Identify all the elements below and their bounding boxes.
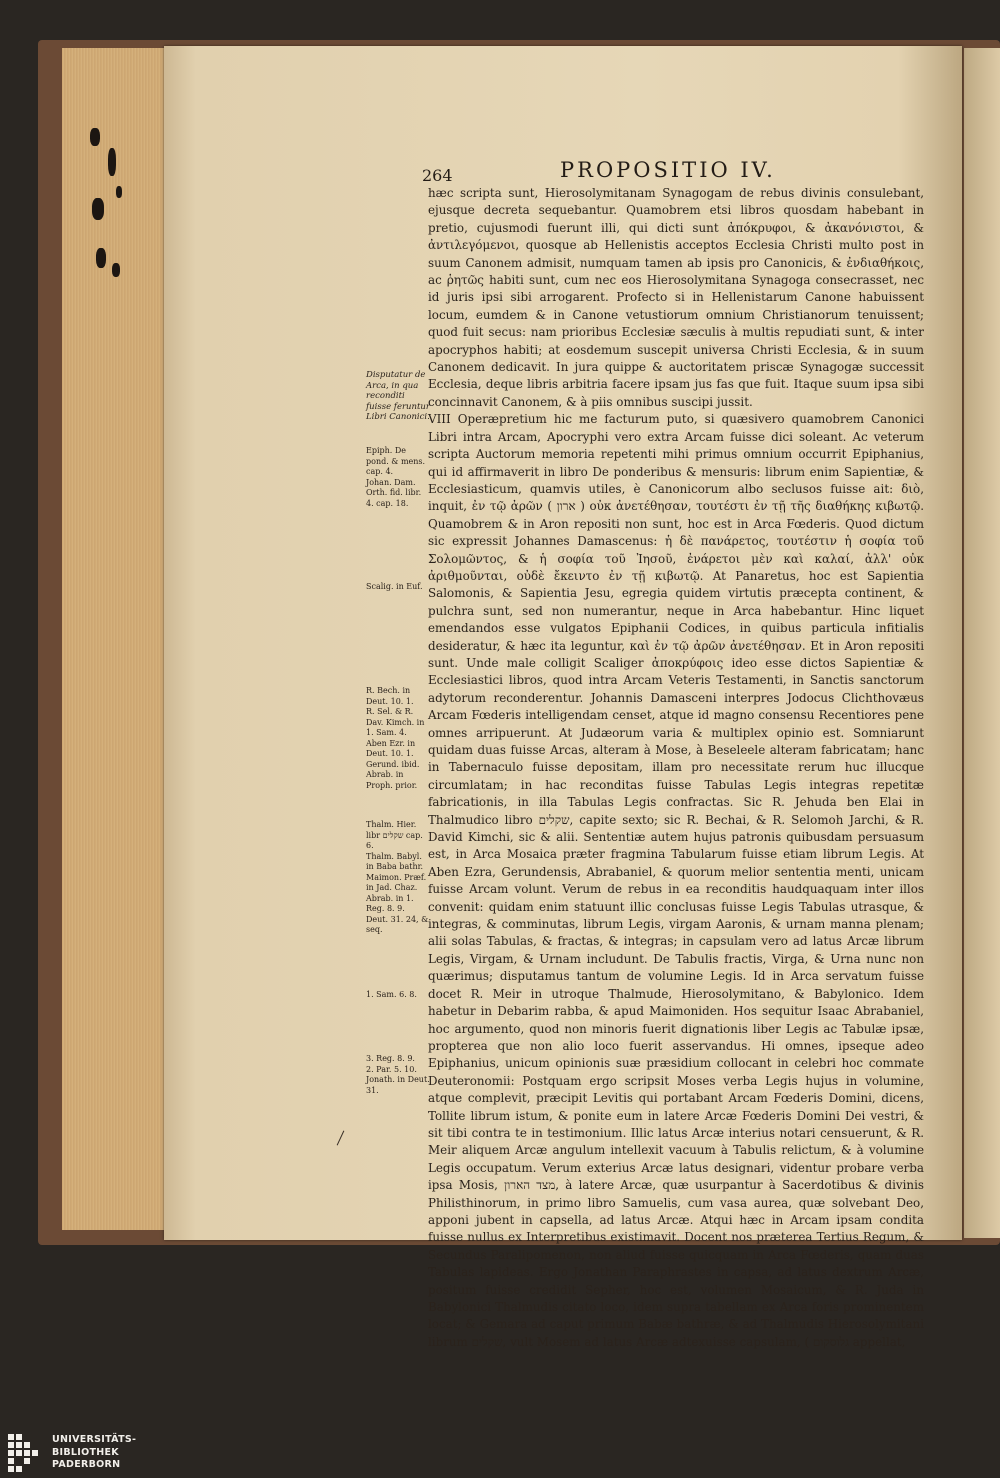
margin-note: Disputatur de Arca, in qua reconditi fuisse feruntur Libri Canonici. xyxy=(366,370,430,422)
margin-note: Scalig. in Euf. xyxy=(366,582,423,591)
body-paragraph-2: VIII Operæpretium hic me facturum puto, si quæsivero quamobrem Canonici Libri intra Arcam, Apocryphi vero extra Arcam fuisse dici soleant. Ac veterum scripta Auctorum memoria repetenti mihi primus omnium occurrit Epiphanius, qui id affirmaverit in libro De ponderibus & mensuris: librum enim Sapientiæ, & Ecclesiasticum, quamvis utiles, è Canonicorum albo seclusos fuisse ait: διὸ, inquit, ἐν τῷ ἀρῶν ( ארון ) οὐκ ἀνετέθησαν, τουτέστι ἐν τῇ τῆς διαθήκης κιβωτῷ. Quamobrem & in Aron repositi non sunt, hoc est in Arca Fœderis. Quod dictum sic expressit Johannes Damascenus: ἡ δὲ πανάρετος, τουτέστιν ἡ σοφία τοῦ Σολομῶντος, & ἡ σοφία τοῦ Ἰησοῦ, ἐνάρετοι μὲν καὶ καλαί, ἀλλ' οὐκ ἀριθμοῦνται, οὐδὲ ἔκειντο ἐν τῇ κιβωτῷ. At Panaretus, hoc est Sapientia Salomonis, & Sapientia Jesu, egregia quidem virtutis præcepta continent, & pulchra sunt, sed non numerantur, neque in Arca habebantur. Hinc liquet emendandos esse vulgatos Epiphanii Codices, in quibus particula infitialis desideratur, & hæc ita leguntur, καὶ ἐν τῷ ἀρῶν ἀνετέθησαν. Et in Aron repositi sunt. Unde male colligit Scaliger ἀποκρύφοις ideo esse dictos Sapientiæ & Ecclesiastici libros, quod intra Arcam Veteris Testamenti, in Sanctis sanctorum adytorum reconderentur. Johannis Damasceni interpres Jodocus Clichthovæus Arcam Fœderis intelligendam censet, atque id magno consensu Recentiores pene omnes arripuerunt. At Judæorum varia & multiplex opinio est. Somniarunt quidam duas fuisse Arcas, alteram à Mose, à Beseleele alteram fabricatam; hanc in Tabernaculo fuisse depositam, illam pro necessitate rerum huc illucque circumlatam; in hac reconditas fuisse Tabulas Legis integras repetitæ fabricationis, in illa Tabulas Legis confractas. Sic R. Jehuda ben Elai in Thalmudico libro שקלים, capite sexto; sic R. Bechai, & R. Selomoh Jarchi, & R. David Kimchi, sic & alii. Sententiæ autem hujus patronis quibusdam persuasum est, in Arca Mosaica præter fragmina Tabularum fuisse etiam librum Legis. At Aben Ezra, Gerundensis, Abrabaniel, & quorum melior sententia menti, unicam fuisse Arcam volunt. Verum de rebus in ea reconditis haudquaquam inter illos convenit: quidam enim statuunt illic conclusas fuisse Legis Tabulas utrasque, & integras, & comminutas, librum Legis, virgam Aaronis, & urnam manna plenam; alii solas Tabulas, & fractas, & integras; in capsulam vero ad latus Arcæ librum Legis, Virgam, & Urnam includunt. De Tabulis fractis, Virga, & Urna nunc non quærimus; disputamus tantum de volumine Legis. Id in Arca servatum fuisse docet R. Meir in utroque Thalmude, Hierosolymitano, & Babylonico. Idem habetur in Debarim rabba, & apud Maimoniden. Hos sequitur Isaac Abrabaniel, hoc argumento, quod non minoris fuerit dignationis liber Legis ac Tabulæ ipsæ, propterea que non alio loco fuerit asservandus. Hi omnes, ipseque adeo Epiphanius, unicum opinionis suæ præsidium collocant in celebri hoc commate Deuteronomii: Postquam ergo scripsit Moses verba Legis hujus in volumine, atque complevit, præcipit Levitis qui portabant Arcam Fœderis Domini, dicens, Tollite librum istum, & ponite eum in latere Arcæ Fœderis Domini Dei vestri, & sit tibi contra te in testimonium. Illic latus Arcæ interius notari censuerunt, & R. Meir aliquem Arcæ angulum intellexit vacuum à Tabulis relictum, & à volumine Legis occupatum. Verum exterius Arcæ latus designari, videntur probare verba ipsa Mosis, מצד הארון, à latere Arcæ, quæ usurpantur à Sacerdotibus & divinis Philisthinorum, in primo libro Samuelis, cum vasa aurea, quæ solvebant Deo, apponi jubent in capsella, ad latus Arcæ. Atqui hæc in Arcam ipsam condita fuisse nullus ex Interpretibus existimavit. Docent nos præterea Tertius Regum, & Secundus Paralipomenon, non aliud fuisse quicquam in Arca Fœderis, quam duas Tabulas lapideas. Ergo Jonathan Paraphrastes in capsa, ad latus dextrum Arcæ, positum fuisse credidit Sepher, hoc est, volumen Mosaicum, & R. Juda in Babylonici Thalmudis citato loco, idem supra tabellam ex Arca foris prominentem locat; & Gemara ad caput primum Babæ bathræ, & ad Thalmudis Hierosolymitani librum שקלים, vult Mosem ad latus Arcæ adtexuisse capsulam, ( גלוסקום appellat, xyxy=(428,412,924,1349)
edge-stain xyxy=(90,128,100,146)
library-logo-text xyxy=(52,1434,136,1472)
logo-line-1: UNIVERSITÄTS- xyxy=(52,1434,137,1445)
body-paragraph-1: hæc scripta sunt, Hierosolymitanam Synagogam de rebus divinis consulebant, ejusque decreta sequebantur. Quamobrem etsi libros quosdam habebant in pretio, cujusmodi fuerunt illi, qui dicti sunt ἀπόκρυφοι, & ἀκανόνιστοι, & ἀντιλεγόμενοι, quosque ab Hellenistis acceptos Ecclesia Christi multo post in suum Canonem admisit, numquam tamen ab ipsis pro Canonicis, & ἐνδιαθήκοις, ac ῥητῶς habiti sunt, cum nec eos Hierosolymitana Synagoga consecrasset, nec id juris ipsi sibi arrogarent. Profecto si in Hellenistarum Canone habuissent locum, eumdem & in Canone vetustiorum omnium Christianorum tenuissent; quod fuit secus: nam prioribus Ecclesiæ sæculis à multis repudiati sunt, & inter apocryphos habiti; at eosdemum suscepit universa Christi Ecclesia, & in suum Canonem dedicavit. In jura quippe & auctoritatem priscæ Synagogæ successit Ecclesia, deque libris arbitria facere ipsam jus fas que fuit. Itaque suum ipsa sibi concinnavit Canonem, & à piis omnibus suscipi jussit. xyxy=(428,186,924,409)
page-edges xyxy=(62,48,165,1230)
page-number: 264 xyxy=(422,166,453,185)
edge-stain xyxy=(92,198,104,220)
next-page-edge xyxy=(964,48,1000,1238)
edge-stain xyxy=(112,263,120,277)
edge-stain xyxy=(96,248,106,268)
logo-line-2: BIBLIOTHEK xyxy=(52,1446,119,1458)
margin-note: R. Bech. in Deut. 10. 1. R. Sel. & R. Dav. Kimch. in 1. Sam. 4. Aben Ezr. in Deut. 10. 1. Gerund. ibid. Abrab. in Proph. prior. xyxy=(366,686,425,790)
edge-stain xyxy=(108,148,116,176)
library-logo xyxy=(0,1428,140,1478)
page-header: PROPOSITIO IV. xyxy=(560,158,776,182)
library-logo-icon xyxy=(6,1432,42,1474)
edge-stain xyxy=(116,186,122,198)
logo-line-3: PADERBORN xyxy=(52,1459,121,1470)
margin-note: Epiph. De pond. & mens. cap. 4. Johan. Dam. Orth. fid. libr. 4. cap. 18. xyxy=(366,446,426,508)
margin-note: 1. Sam. 6. 8. xyxy=(366,990,417,999)
margin-note: Thalm. Hier. libr שקלים cap. 6. Thalm. Babyl. in Baba bathr. Maimon. Præf. in Jad. Chaz. Abrab. in 1. Reg. 8. 9. Deut. 31. 24, & seq. xyxy=(366,820,429,934)
margin-note: 3. Reg. 8. 9. 2. Par. 5. 10. Jonath. in Deut. 31. xyxy=(366,1054,430,1095)
body-text xyxy=(428,185,924,1351)
